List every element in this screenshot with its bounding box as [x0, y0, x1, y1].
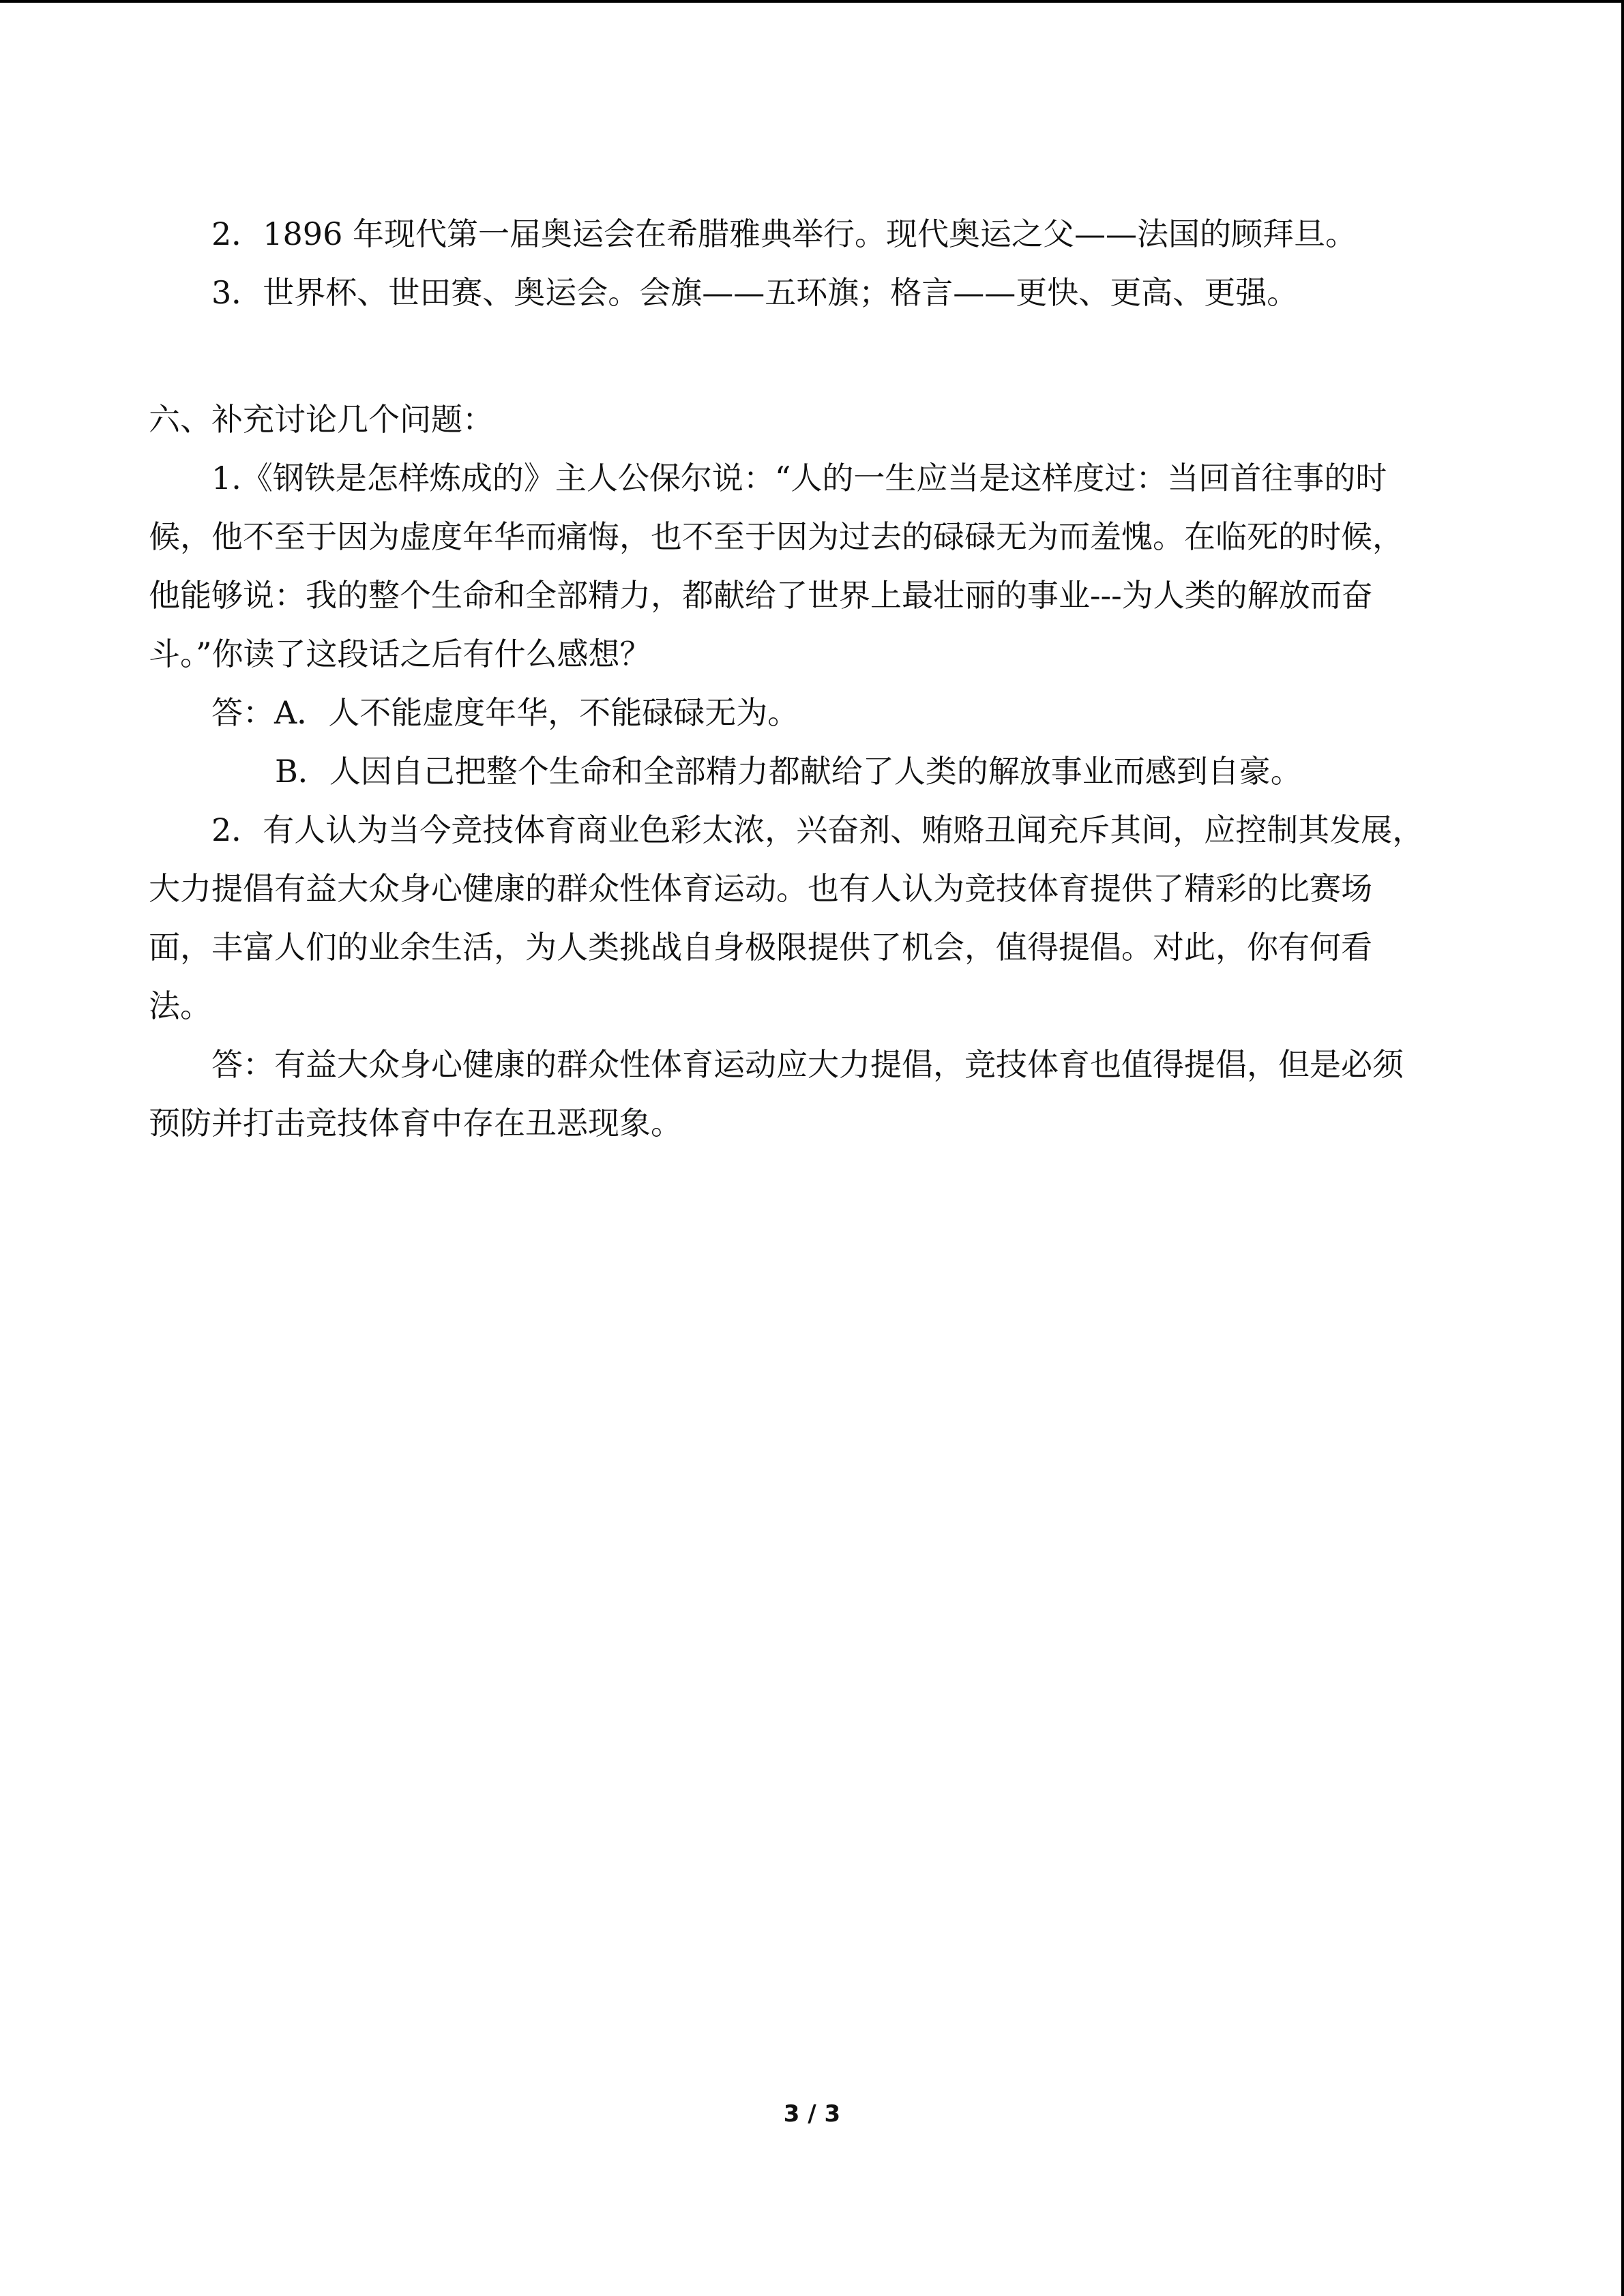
- answer-1-line-1: 答：A．人不能虚度年华，不能碌碌无为。: [211, 694, 799, 731]
- question-1-line-1: 1.《钢铁是怎样炼成的》主人公保尔说：“人的一生应当是这样度过：当回首往事的时: [211, 460, 1387, 496]
- page-border-top: [0, 0, 1624, 3]
- answer-2-line-2: 预防并打击竞技体育中存在丑恶现象。: [149, 1105, 682, 1142]
- list-item-3: 3．世界杯、世田赛、奥运会。会旗——五环旗；格言——更快、更高、更强。: [211, 274, 1299, 311]
- document-body: [149, 205, 1465, 1152]
- question-1-line-3: 他能够说：我的整个生命和全部精力，都献给了世界上最壮丽的事业---为人类的解放而奋: [149, 577, 1373, 614]
- question-2-line-2: 大力提倡有益大众身心健康的群众性体育运动。也有人认为竞技体育提供了精彩的比赛场: [149, 870, 1372, 907]
- section-heading: 六、补充讨论几个问题：: [149, 401, 494, 438]
- question-1-line-2: 候，他不至于因为虚度年华而痛悔，也不至于因为过去的碌碌无为而羞愧。在临死的时候，: [149, 518, 1404, 555]
- paragraph-gap: [149, 322, 1465, 390]
- question-2-line-3: 面，丰富人们的业余生活，为人类挑战自身极限提供了机会，值得提倡。对此，你有何看: [149, 929, 1372, 966]
- question-2-line-1: 2．有人认为当今竞技体育商业色彩太浓，兴奋剂、贿赂丑闻充斥其间，应控制其发展，: [211, 811, 1424, 848]
- question-1-line-4: 斗。”你读了这段话之后有什么感想？: [149, 636, 651, 672]
- page-number: 3 / 3: [783, 2100, 841, 2128]
- list-item-2: 2．1896 年现代第一届奥运会在希腊雅典举行。现代奥运之父——法国的顾拜旦。: [211, 215, 1357, 252]
- answer-2-line-1: 答：有益大众身心健康的群众性体育运动应大力提倡，竞技体育也值得提倡，但是必须: [211, 1046, 1404, 1083]
- question-2-line-4: 法。: [149, 987, 211, 1024]
- answer-1-line-2: B．人因自己把整个生命和全部精力都献给了人类的解放事业而感到自豪。: [275, 753, 1302, 790]
- page-border-right: [1621, 0, 1624, 2296]
